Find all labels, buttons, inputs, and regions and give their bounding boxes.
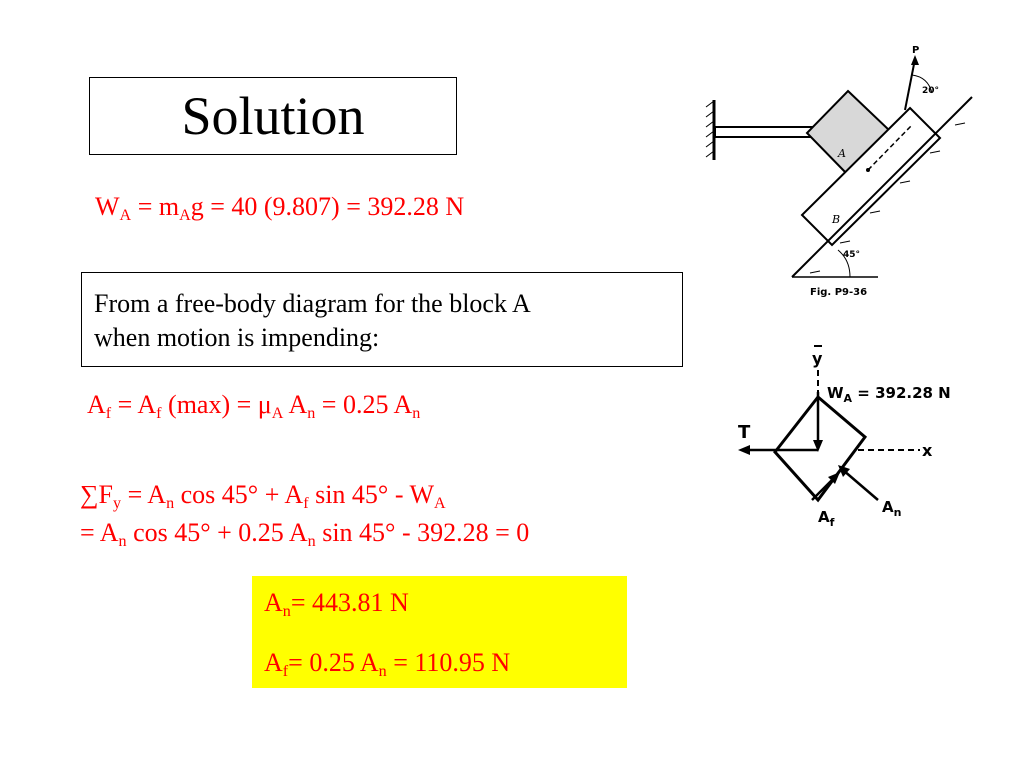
weight-label: $W_A = 392.28$ N <box>827 384 951 405</box>
tension-arrowhead <box>738 445 750 455</box>
x-axis-label: x <box>922 441 933 460</box>
fbd-block <box>775 397 865 500</box>
free-body-note <box>81 272 683 367</box>
p-attachment-point <box>866 168 870 172</box>
sum-forces-equation-line-1: $\sum F_y = A_n$ $\cos 45^\circ + A_f$ $\sin 45^\circ - W_A$ <box>80 480 446 512</box>
friction-force-label: $A_f$ <box>818 508 835 529</box>
force-p-arrow <box>905 59 915 110</box>
weight-equation: $W_A = m_Ag = 40$ (9.807) = 392.28 N <box>95 192 465 224</box>
y-axis-label: y <box>812 349 823 368</box>
problem-figure <box>700 45 990 305</box>
note-line-2: when motion is impending: <box>94 323 380 352</box>
block-b-label: B <box>832 213 841 226</box>
sum-forces-equation-line-2: = $A_n$ cos 45° + 0.25 $A_n$ sin 45° - 392.28 = 0 <box>80 518 530 550</box>
result-friction-force: $A_f= 0.25$ $A_n = 110.95$ N <box>264 648 511 680</box>
figure-caption: Fig. P9-36 <box>810 287 868 298</box>
friction-equation: $A_f = A_f$ $(\max) = \mu_A$ $A_n = 0.25$ $A_n$ <box>87 390 421 422</box>
result-normal-force: $A_n= 443.81$ N <box>264 588 409 620</box>
normal-force-arrow <box>843 470 878 500</box>
force-p-label: P <box>912 45 920 56</box>
free-body-diagram <box>730 342 990 542</box>
force-p-arrowhead <box>911 55 919 65</box>
tension-label: T <box>738 422 751 443</box>
angle-20-label: 20° <box>922 86 940 96</box>
slide-title: Solution <box>89 77 457 155</box>
normal-force-label: $A_n$ <box>882 498 902 519</box>
incline-angle-label: 45° <box>843 250 861 260</box>
block-a-label: A <box>838 147 846 160</box>
note-line-1: From a free-body diagram for the block A <box>94 289 531 318</box>
